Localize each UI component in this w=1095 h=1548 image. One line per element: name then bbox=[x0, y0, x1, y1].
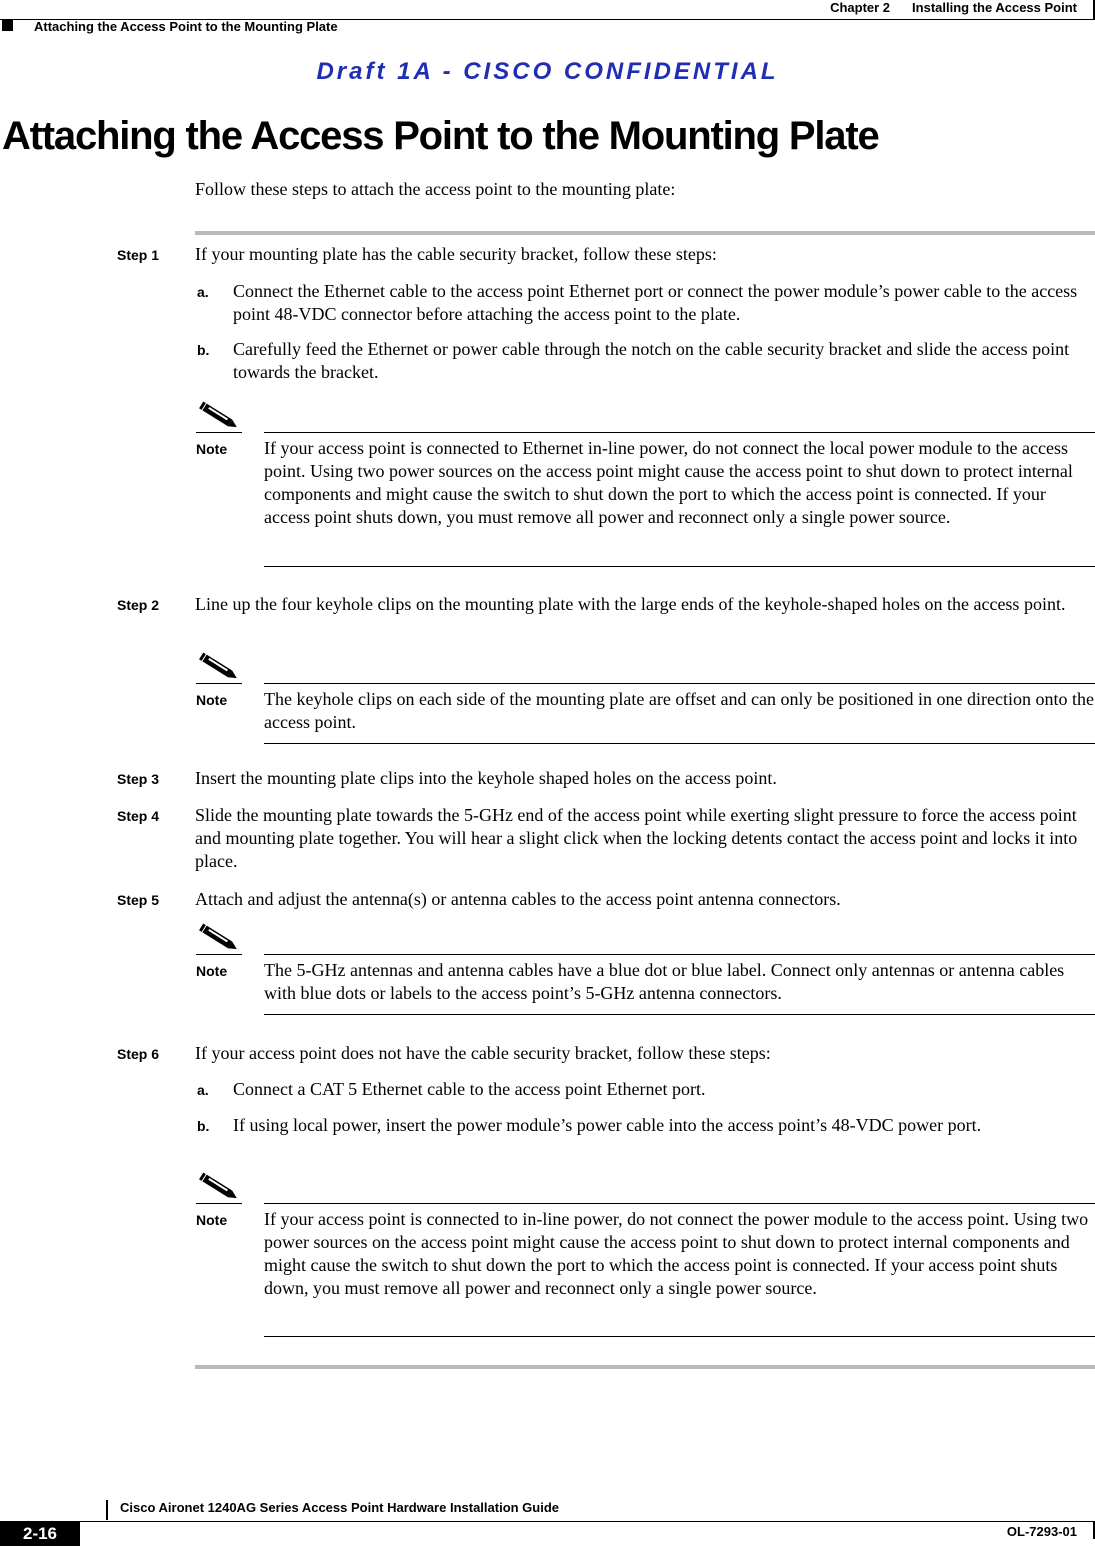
substep-text: Connect a CAT 5 Ethernet cable to the access point Ethernet port. bbox=[233, 1079, 706, 1099]
running-header-section: Attaching the Access Point to the Mounting Plate bbox=[34, 19, 338, 34]
procedure-bottom-rule bbox=[195, 1365, 1095, 1369]
note-bottom-rule bbox=[264, 743, 1095, 744]
note-label: Note bbox=[196, 441, 228, 457]
note-pencil-icon bbox=[196, 398, 242, 434]
note-rule bbox=[196, 432, 242, 433]
note-bottom-rule bbox=[264, 566, 1095, 567]
chapter-title: Installing the Access Point bbox=[912, 0, 1077, 15]
draft-watermark: Draft 1A - CISCO CONFIDENTIAL bbox=[316, 58, 779, 85]
page-number: 2-16 bbox=[0, 1521, 80, 1546]
note-rule bbox=[196, 1203, 242, 1204]
note-top-rule bbox=[264, 1203, 1095, 1204]
procedure-top-rule bbox=[195, 231, 1095, 235]
note-text: If your access point is connected to Ethernet in-line power, do not connect the local power module to the access point. Using two power sources on the access point might cause the access point to shut down to protect internal components and might cause the switch to shut down the port to which the access point is connected. If your access point shuts down, you must remove all power and reconnect only a single power source. bbox=[264, 438, 1073, 527]
substep-label: a. bbox=[197, 284, 209, 300]
note-label: Note bbox=[196, 1212, 228, 1228]
footer-guide-title: Cisco Aironet 1240AG Series Access Point Hardware Installation Guide bbox=[120, 1500, 560, 1515]
note-pencil-icon bbox=[196, 920, 242, 956]
note-label: Note bbox=[196, 692, 228, 708]
note-rule bbox=[196, 683, 242, 684]
substep-label: b. bbox=[197, 1118, 210, 1134]
running-header-chapter bbox=[830, 0, 1077, 15]
page-title: Attaching the Access Point to the Mounting Plate bbox=[2, 114, 879, 158]
step-label: Step 2 bbox=[117, 597, 160, 613]
header-marker bbox=[2, 19, 13, 31]
chapter-label: Chapter 2 bbox=[830, 0, 891, 15]
step-label: Step 4 bbox=[117, 808, 160, 824]
step-text: Slide the mounting plate towards the 5-GHz end of the access point while exerting slight pressure to force the access point and mounting plate together. You will hear a slight click when the locking detents contact the access point and locks it into place. bbox=[195, 805, 1078, 871]
step-text: If your access point does not have the cable security bracket, follow these steps: bbox=[195, 1043, 771, 1063]
step-label: Step 1 bbox=[117, 247, 160, 263]
note-text: The keyhole clips on each side of the mounting plate are offset and can only be positioned in one direction onto the access point. bbox=[264, 689, 1094, 732]
step-text: Insert the mounting plate clips into the keyhole shaped holes on the access point. bbox=[195, 768, 777, 788]
note-top-rule bbox=[264, 954, 1095, 955]
substep-text: Connect the Ethernet cable to the access point Ethernet port or connect the power module’s power cable to the access point 48-VDC connector before attaching the access point to the plate. bbox=[233, 281, 1078, 324]
step-text: Line up the four keyhole clips on the mounting plate with the large ends of the keyhole-shaped holes on the access point. bbox=[195, 594, 1066, 614]
note-top-rule bbox=[264, 683, 1095, 684]
note-text: The 5-GHz antennas and antenna cables have a blue dot or blue label. Connect only antennas or antenna cables with blue dots or labels to the access point’s 5-GHz antenna connectors. bbox=[264, 960, 1065, 1003]
step-text: If your mounting plate has the cable security bracket, follow these steps: bbox=[195, 244, 717, 264]
footer-rule bbox=[0, 1521, 1095, 1522]
step-label: Step 5 bbox=[117, 892, 160, 908]
note-top-rule bbox=[264, 432, 1095, 433]
substep-label: b. bbox=[197, 342, 210, 358]
note-bottom-rule bbox=[264, 1014, 1095, 1015]
footer-divider bbox=[106, 1500, 108, 1520]
note-pencil-icon bbox=[196, 649, 242, 685]
substep-label: a. bbox=[197, 1082, 209, 1098]
step-label: Step 6 bbox=[117, 1046, 160, 1062]
note-text: If your access point is connected to in-line power, do not connect the power module to the access point. Using two power sources on the access point might cause the access point to shut down to protect internal components and might cause the switch to shut down the port to which the access point is connected. If your access point shuts down, you must remove all power and reconnect only a single power source. bbox=[264, 1209, 1089, 1298]
substep-text: If using local power, insert the power module’s power cable into the access point’s 48-VDC power port. bbox=[233, 1115, 982, 1135]
document-number: OL-7293-01 bbox=[1006, 1524, 1077, 1539]
note-bottom-rule bbox=[264, 1336, 1095, 1337]
step-label: Step 3 bbox=[117, 771, 160, 787]
intro-paragraph: Follow these steps to attach the access point to the mounting plate: bbox=[195, 179, 676, 199]
note-pencil-icon bbox=[196, 1169, 242, 1205]
note-rule bbox=[196, 954, 242, 955]
note-label: Note bbox=[196, 963, 228, 979]
step-text: Attach and adjust the antenna(s) or antenna cables to the access point antenna connectors. bbox=[195, 889, 841, 909]
substep-text: Carefully feed the Ethernet or power cable through the notch on the cable security bracket and slide the access point towards the bracket. bbox=[233, 339, 1070, 382]
